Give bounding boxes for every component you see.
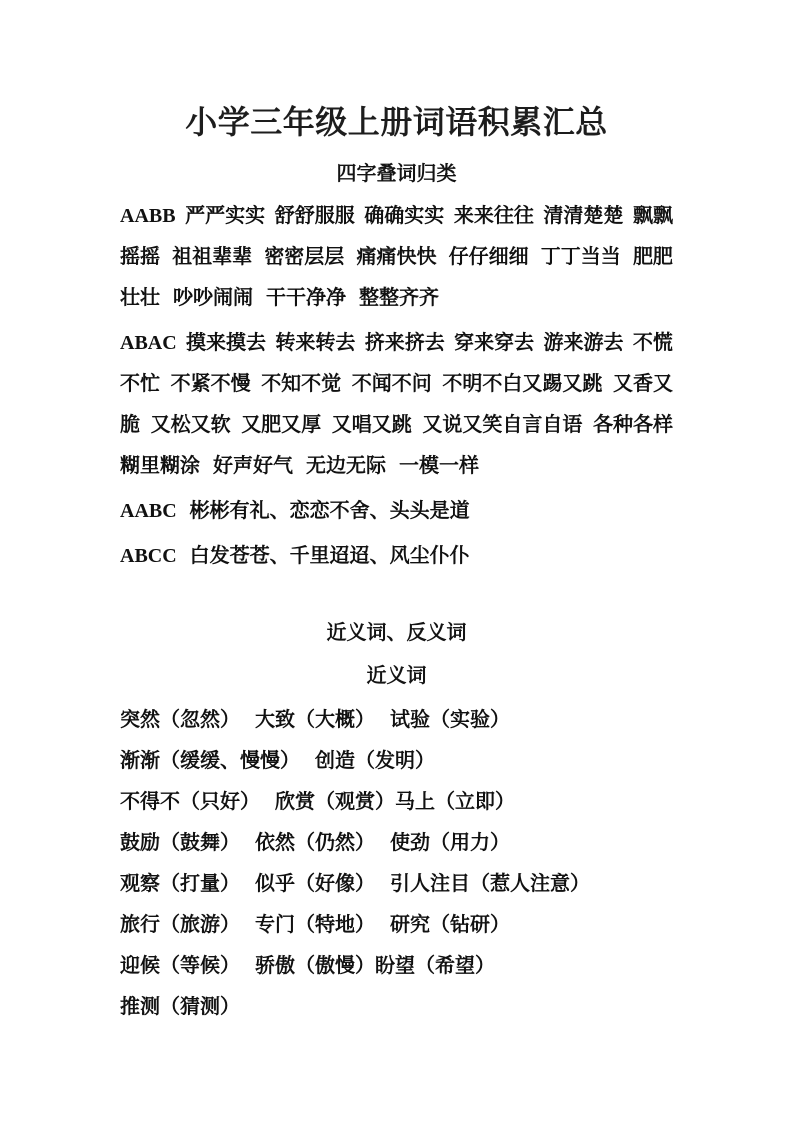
word-group-abac-line-2: 不忙 不紧不慢 不知不觉 不闻不问 不明不白又踢又跳 又香又 [120, 373, 673, 395]
word-group-aabb-line-3: 壮壮 吵吵闹闹 干干净净 整整齐齐 [120, 287, 439, 309]
word-group-abac-line-3: 脆 又松又软 又肥又厚 又唱又跳 又说又笑自言自语 各种各样 [120, 414, 673, 436]
word-group-aabb-line-2: 摇摇 祖祖辈辈 密密层层 痛痛快快 仔仔细细 丁丁当当 肥肥 [120, 246, 673, 268]
synonym-row-4: 鼓励（鼓舞） 依然（仍然） 使劲（用力） [120, 832, 510, 854]
synonym-row-7: 迎候（等候） 骄傲（傲慢）盼望（希望） [120, 955, 495, 977]
section2-subheading: 近义词 [366, 665, 427, 687]
word-group-abac-line-4: 糊里糊涂 好声好气 无边无际 一模一样 [120, 455, 479, 477]
word-group-aabb-line-1: AABB 严严实实 舒舒服服 确确实实 来来往往 清清楚楚 飘飘 [120, 205, 673, 227]
section1-heading: 四字叠词归类 [336, 163, 457, 185]
synonym-row-1: 突然（忽然） 大致（大概） 试验（实验） [120, 709, 510, 731]
synonym-list [120, 700, 673, 1028]
word-group-aabb [120, 196, 673, 319]
word-group-abac [120, 323, 673, 487]
page-title: 小学三年级上册词语积累汇总 [185, 104, 608, 140]
word-group-abcc [120, 536, 673, 577]
word-group-abcc-line-1: ABCC 白发苍苍、千里迢迢、风尘仆仆 [120, 545, 470, 567]
word-group-aabc [120, 491, 673, 532]
section2-heading: 近义词、反义词 [326, 622, 467, 644]
synonym-row-8: 推测（猜测） [120, 996, 240, 1018]
word-group-aabc-line-1: AABC 彬彬有礼、恋恋不舍、头头是道 [120, 500, 470, 522]
word-group-abac-line-1: ABAC 摸来摸去 转来转去 挤来挤去 穿来穿去 游来游去 不慌 [120, 332, 673, 354]
synonym-row-5: 观察（打量） 似乎（好像） 引人注目（惹人注意） [120, 873, 590, 895]
synonym-row-6: 旅行（旅游） 专门（特地） 研究（钻研） [120, 914, 510, 936]
synonym-row-3: 不得不（只好） 欣赏（观赏）马上（立即） [120, 791, 515, 813]
synonym-row-2: 渐渐（缓缓、慢慢） 创造（发明） [120, 750, 435, 772]
